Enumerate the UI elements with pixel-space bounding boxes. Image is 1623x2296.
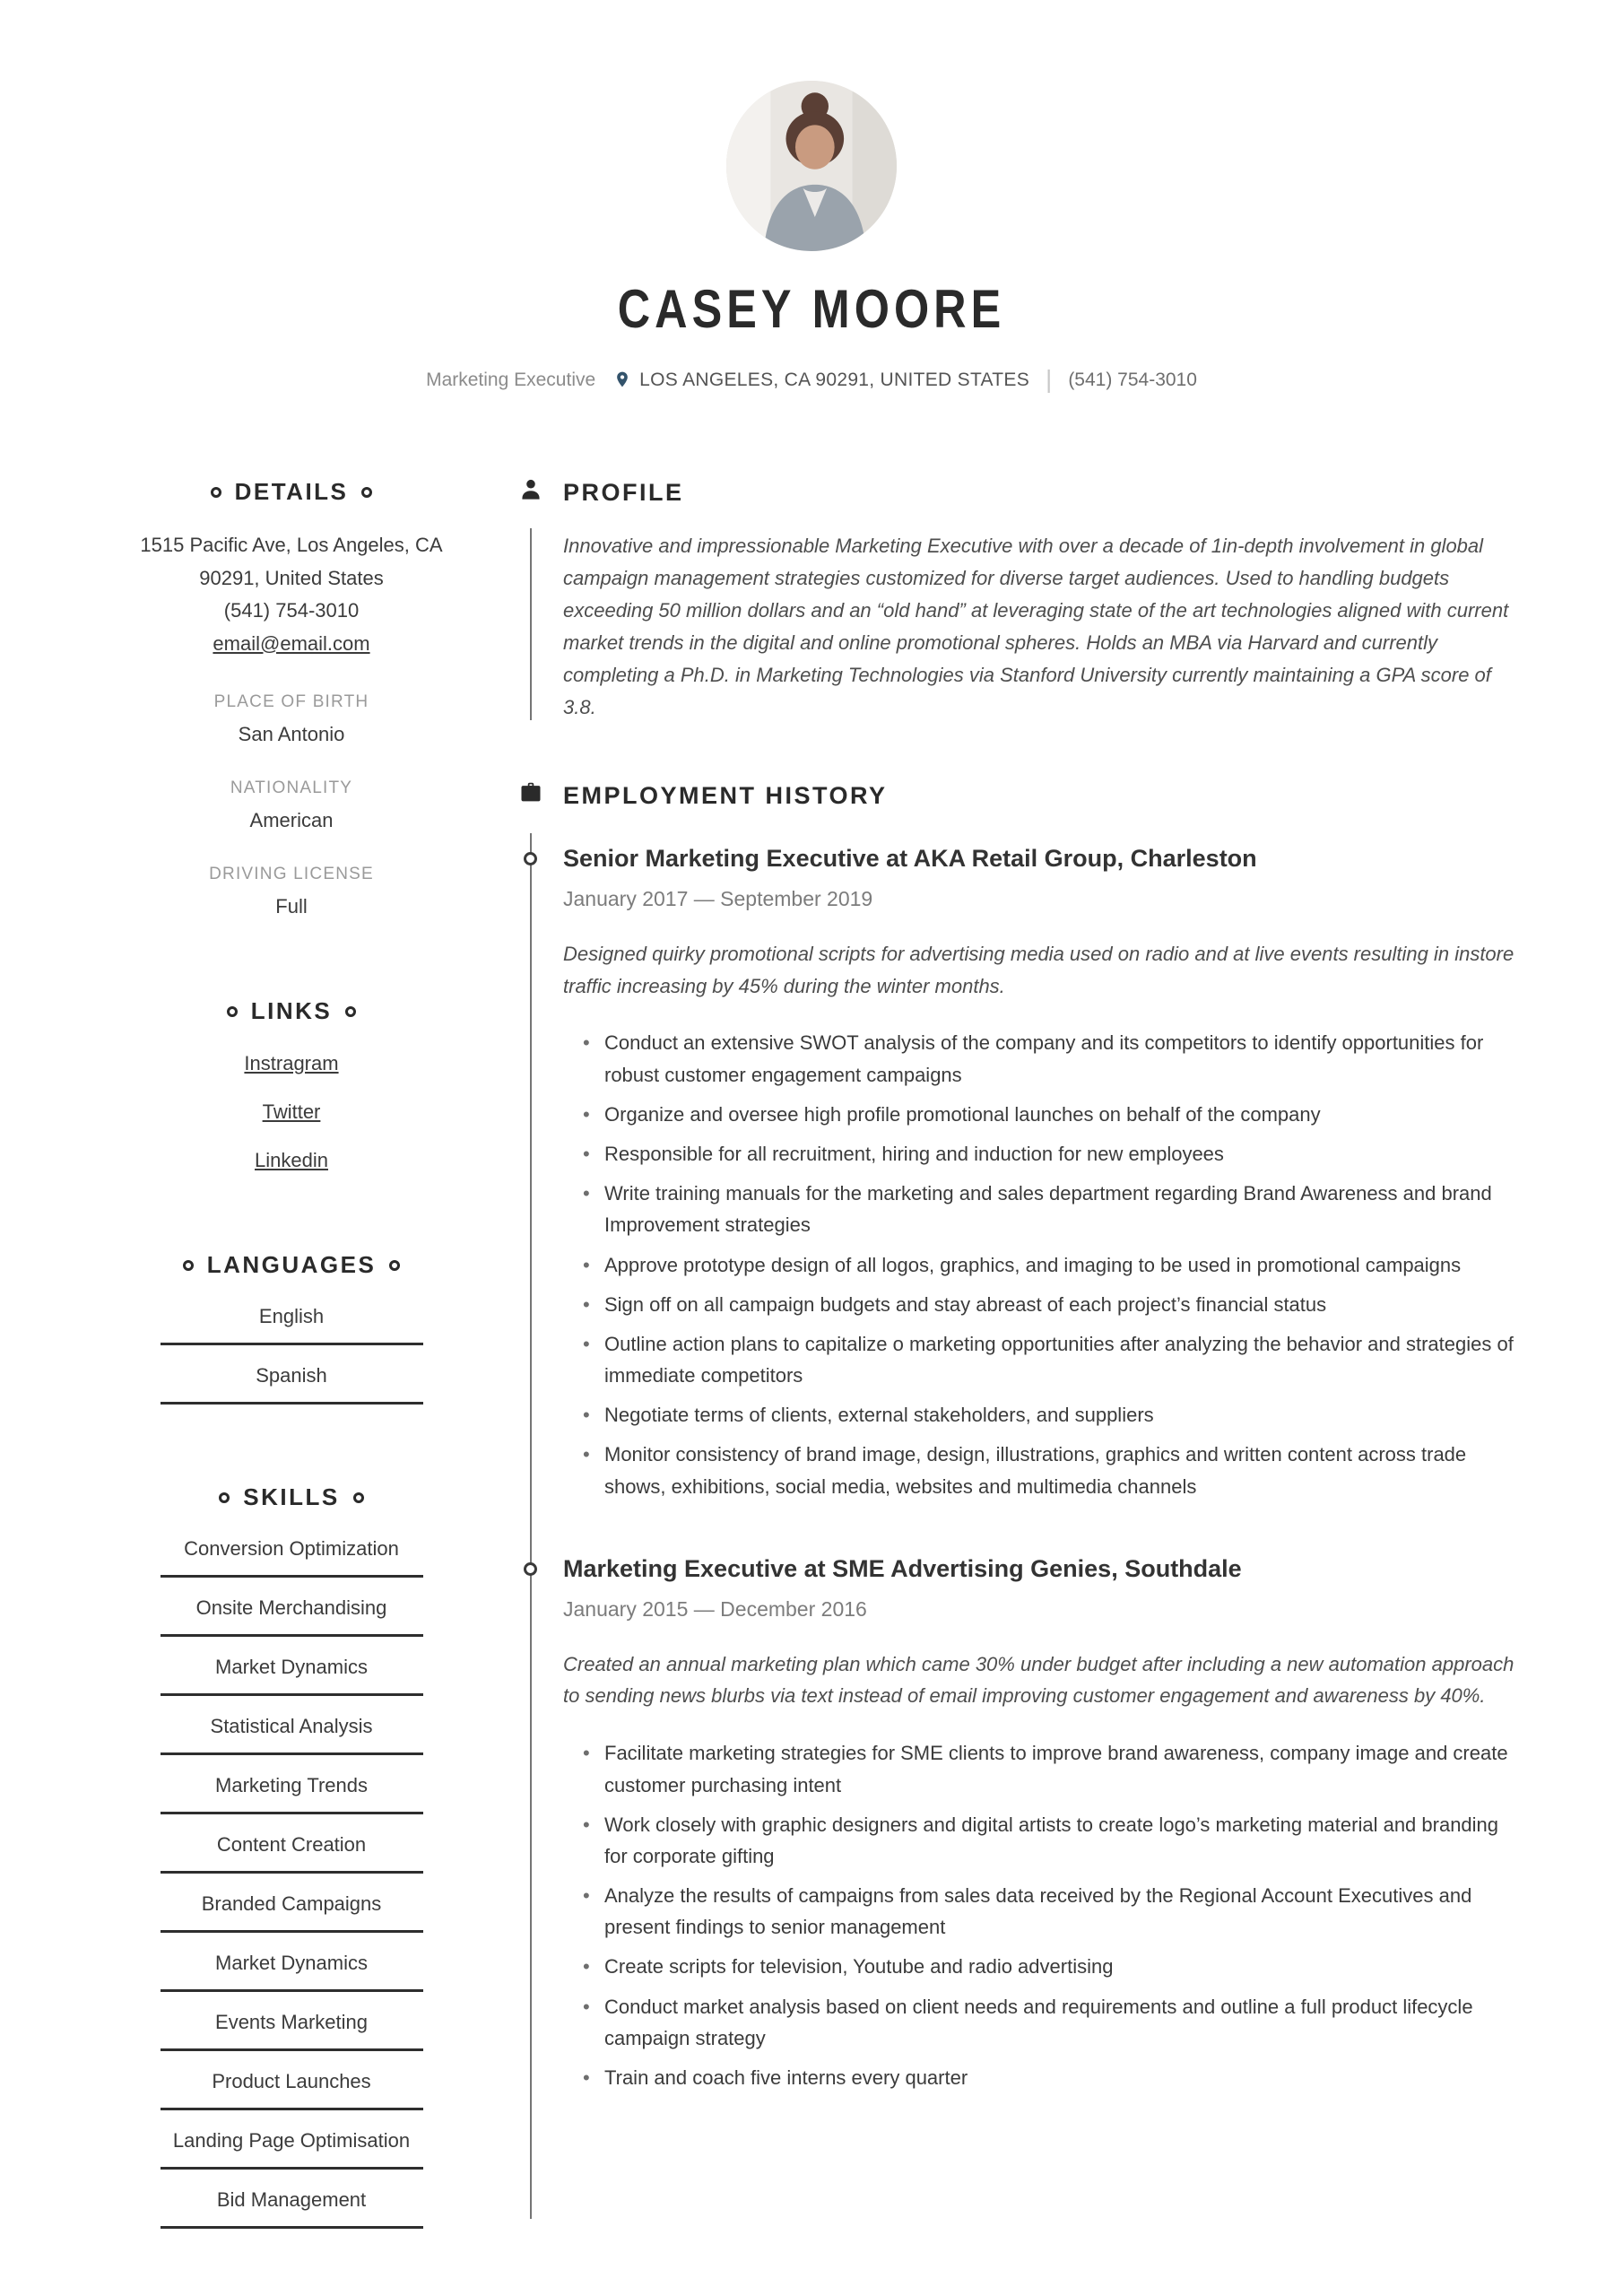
job-title-line: Marketing Executive at SME Advertising Genies, Southdale [563, 1554, 1242, 1582]
skill-item: Landing Page Optimisation [161, 2110, 423, 2170]
skill-item: Onsite Merchandising [161, 1578, 423, 1637]
bullet-item: • Monitor consistency of brand image, design, illustrations, graphics and written content across trade shows, exhibitions, social media, websites and multimedia channels [563, 1439, 1523, 1501]
languages-header [140, 1251, 443, 1279]
bullet-item: • Organize and oversee high profile promotional launches on behalf of the company [563, 1099, 1523, 1130]
job-summary: Designed quirky promotional scripts for advertising media used on radio and at live events resulting in instore traffic increasing by 45% during the winter months. [563, 942, 1515, 997]
email-link[interactable]: email@email.com [213, 631, 370, 655]
address-block [140, 529, 443, 660]
employment-timeline-line [530, 833, 532, 2219]
job-entry [563, 1554, 1523, 2093]
skills-section [140, 1483, 443, 2229]
link-twitter[interactable]: Twitter [262, 1100, 321, 1124]
person-icon [518, 477, 543, 502]
ring-icon [227, 1006, 238, 1017]
address-line: 1515 Pacific Ave, Los Angeles, CA [140, 534, 443, 556]
place-of-birth-value: San Antonio [238, 723, 345, 746]
bullet-item: • Negotiate terms of clients, external stakeholders, and suppliers [563, 1399, 1523, 1431]
profile-section [518, 478, 1523, 724]
contact-separator: | [1046, 365, 1053, 393]
skill-item: Events Marketing [161, 1992, 423, 2051]
profile-title: PROFILE [563, 479, 684, 506]
skill-item: Statistical Analysis [161, 1696, 423, 1755]
candidate-name: CASEY MOORE [617, 279, 1006, 339]
phone-number: (541) 754-3010 [1068, 369, 1197, 390]
bullet-item: • Facilitate marketing strategies for SME clients to improve brand awareness, company image and create customer purchasing intent [563, 1737, 1523, 1800]
driving-license-label: DRIVING LICENSE [209, 865, 374, 884]
driving-license-value: Full [275, 895, 308, 918]
ring-icon [389, 1260, 400, 1271]
details-section [140, 478, 443, 918]
bullet-item: • Create scripts for television, Youtube and radio advertising [563, 1951, 1523, 1982]
skills-header [140, 1483, 443, 1511]
details-title: DETAILS [234, 478, 349, 505]
job-dates: January 2017 — September 2019 [563, 886, 873, 910]
email-line [140, 628, 443, 661]
sidebar [140, 478, 443, 2229]
languages-section [140, 1251, 443, 1405]
employment-section [518, 781, 1523, 2094]
profile-text: Innovative and impressionable Marketing Executive with over a decade of 1in-depth involvement in global campaign management strategies customized for diverse target audiences. Used to handling budgets exceeding 50 million dollars and an “old hand” at leveraging state of the art technologies aligned with current market trends in the digital and online promotional spheres. Holds an MBA via Harvard and currently completing a Ph.D. in Marketing Technologies via Stanford University currently maintaining a GPA score of 3.8. [563, 535, 1509, 718]
language-item: English [161, 1286, 423, 1345]
resume-body [0, 478, 1623, 2229]
languages-list [140, 1286, 443, 1405]
bullet-item: • Conduct market analysis based on client needs and requirements and outline a full product lifecycle campaign strategy [563, 1991, 1523, 2054]
job-entry [563, 844, 1523, 1502]
bullet-item: • Outline action plans to capitalize o marketing opportunities after analyzing the behavior and strategies of immediate competitors [563, 1328, 1523, 1391]
portrait-photo-placeholder [726, 81, 897, 251]
bullet-item: • Write training manuals for the marketing and sales department regarding Brand Awareness and brand Improvement strategies [563, 1178, 1523, 1240]
briefcase-icon [518, 780, 543, 805]
skill-item: Market Dynamics [161, 1933, 423, 1992]
link-linkedin[interactable]: Linkedin [255, 1149, 328, 1172]
job-dates: January 2015 — December 2016 [563, 1596, 867, 1621]
jobs-list [563, 844, 1523, 2093]
job-bullet-list [563, 1737, 1523, 2093]
bullet-item: • Train and coach five interns every quarter [563, 2062, 1523, 2093]
links-section [140, 997, 443, 1172]
bullet-item: • Work closely with graphic designers and digital artists to create logo’s marketing material and branding for corporate gifting [563, 1809, 1523, 1872]
links-header [140, 997, 443, 1025]
skills-title: SKILLS [243, 1483, 340, 1511]
employment-title: EMPLOYMENT HISTORY [563, 781, 888, 809]
skill-item: Product Launches [161, 2051, 423, 2110]
job-bullet-list [563, 1027, 1523, 1501]
contact-row [0, 367, 1623, 392]
nationality-value: American [249, 809, 334, 832]
links-list [140, 1052, 443, 1172]
timeline-marker-icon [524, 1562, 537, 1576]
resume-header [0, 0, 1623, 392]
ring-icon [361, 487, 372, 498]
job-title-line: Senior Marketing Executive at AKA Retail Group, Charleston [563, 844, 1257, 872]
ring-icon [345, 1006, 356, 1017]
skill-item: Bid Management [161, 2170, 423, 2229]
main-column [518, 478, 1523, 2101]
bullet-item: • Conduct an extensive SWOT analysis of the company and its competitors to identify opportunities for robust customer engagement campaigns [563, 1027, 1523, 1090]
bullet-item: • Sign off on all campaign budgets and stay abreast of each project’s financial status [563, 1289, 1523, 1320]
job-summary: Created an annual marketing plan which came 30% under budget after including a new automation approach to sending news blurbs via text instead of email improving customer engagement and awareness by 40%. [563, 1652, 1515, 1708]
phone-line: (541) 754-3010 [223, 599, 360, 622]
links-title: LINKS [250, 997, 333, 1025]
language-item: Spanish [161, 1345, 423, 1405]
skill-item: Content Creation [161, 1814, 423, 1874]
profile-rail-line [530, 528, 532, 720]
skill-item: Market Dynamics [161, 1637, 423, 1696]
nationality-label: NATIONALITY [230, 778, 353, 798]
place-of-birth-label: PLACE OF BIRTH [213, 692, 369, 712]
bullet-item: • Analyze the results of campaigns from sales data received by the Regional Account Executives and present findings to senior management [563, 1880, 1523, 1943]
skill-item: Branded Campaigns [161, 1874, 423, 1933]
ring-icon [219, 1492, 230, 1503]
profile-photo [726, 81, 897, 251]
location-text: LOS ANGELES, CA 90291, UNITED STATES [639, 369, 1030, 390]
details-header [140, 478, 443, 506]
address-line: 90291, United States [199, 566, 384, 589]
bullet-item: • Approve prototype design of all logos, graphics, and imaging to be used in promotional campaigns [563, 1249, 1523, 1281]
skills-list [140, 1518, 443, 2229]
bullet-item: • Responsible for all recruitment, hiring and induction for new employees [563, 1138, 1523, 1170]
timeline-marker-icon [524, 852, 537, 865]
candidate-job-title: Marketing Executive [426, 369, 596, 390]
ring-icon [183, 1260, 194, 1271]
skill-item: Marketing Trends [161, 1755, 423, 1814]
link-instagram[interactable]: Instragram [244, 1052, 339, 1075]
ring-icon [353, 1492, 364, 1503]
ring-icon [211, 487, 221, 498]
languages-title: LANGUAGES [206, 1251, 377, 1279]
skill-item: Conversion Optimization [161, 1518, 423, 1578]
location-pin-icon [613, 370, 631, 388]
